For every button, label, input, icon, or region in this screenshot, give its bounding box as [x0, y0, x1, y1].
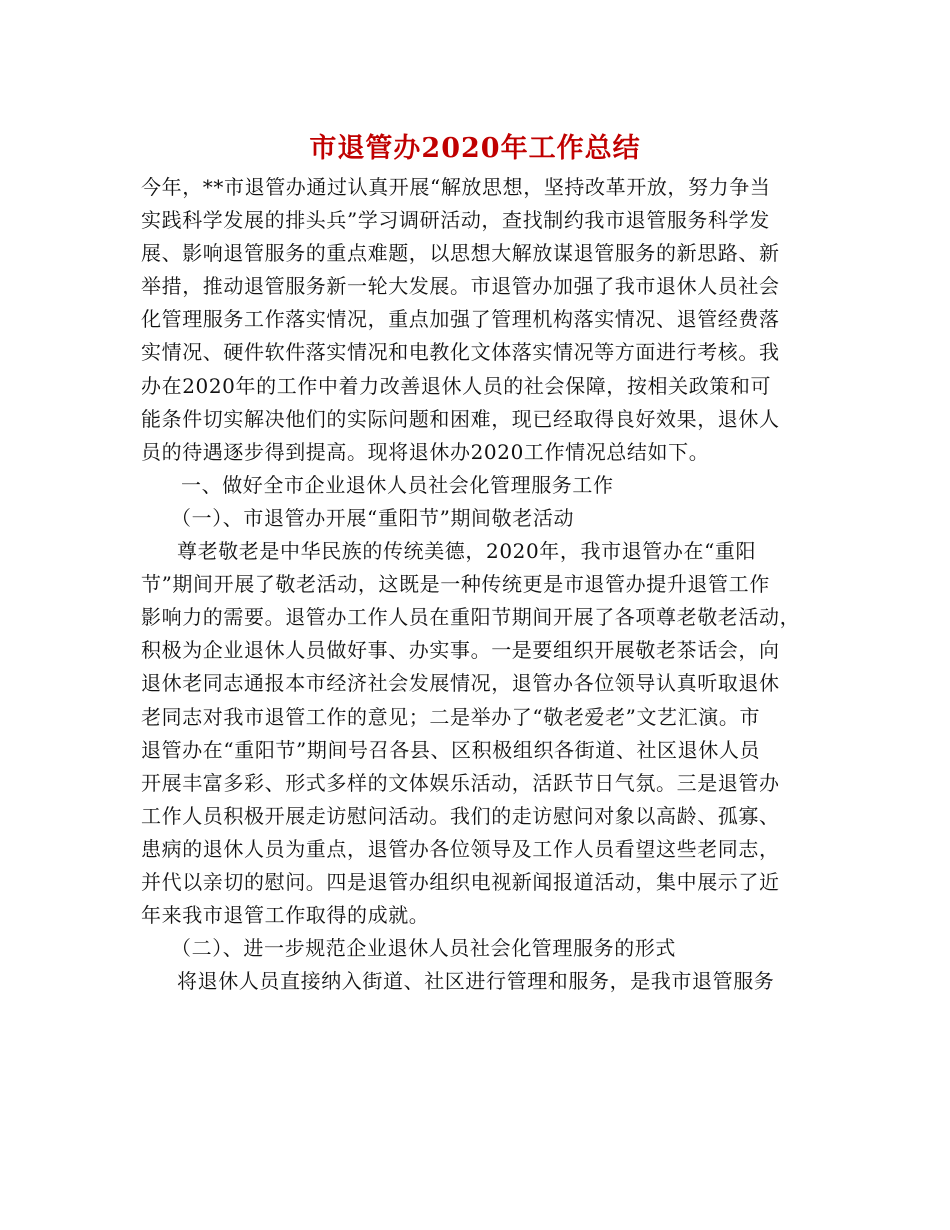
paragraph-line: 年来我市退管工作取得的成就。	[141, 903, 430, 928]
paragraph-line: 工作人员积极开展走访慰问活动。我们的走访慰问对象以高龄、孤寡、	[141, 803, 780, 828]
paragraph-line: 节”期间开展了敬老活动，这既是一种传统更是市退管办提升退管工作	[141, 572, 770, 597]
document-title: 市退管办2020年工作总结	[309, 133, 641, 164]
subsection-heading: （一）、市退管办开展“重阳节”期间敬老活动	[171, 505, 575, 530]
paragraph-line: 积极为企业退休人员做好事、办实事。一是要组织开展敬老茶话会，向	[141, 638, 780, 663]
document-body	[141, 171, 817, 998]
paragraph-line: 展、影响退管服务的重点难题，以思想大解放谋退管服务的新思路、新	[141, 241, 780, 266]
paragraph-line: 将退休人员直接纳入街道、社区进行管理和服务，是我市退管服务	[177, 969, 775, 994]
paragraph-line: 能条件切实解决他们的实际问题和困难，现已经取得良好效果，退休人	[141, 406, 780, 431]
paragraph-line: 退管办在“重阳节”期间号召各县、区积极组织各街道、社区退休人员	[141, 737, 761, 762]
paragraph-line: 举措，推动退管服务新一轮大发展。市退管办加强了我市退休人员社会	[141, 274, 780, 299]
paragraph-line: 今年，**市退管办通过认真开展“解放思想，坚持改革开放，努力争当	[141, 175, 771, 199]
subsection-heading: （二）、进一步规范企业退休人员社会化管理服务的形式	[171, 936, 676, 961]
paragraph-line: 员的待遇逐步得到提高。现将退休办2020工作情况总结如下。	[141, 439, 710, 464]
paragraph-line: 退休老同志通报本市经济社会发展情况，退管办各位领导认真听取退休	[141, 671, 780, 696]
paragraph-line: 患病的退休人员为重点，退管办各位领导及工作人员看望这些老同志，	[141, 836, 780, 861]
paragraph-line: 实情况、硬件软件落实情况和电教化文体落实情况等方面进行考核。我	[141, 340, 780, 365]
paragraph-line: 化管理服务工作落实情况，重点加强了管理机构落实情况、退管经费落	[141, 307, 780, 332]
paragraph-line: 实践科学发展的排头兵”学习调研活动，查找制约我市退管服务科学发	[141, 208, 770, 233]
paragraph-line: 并代以亲切的慰问。四是退管办组织电视新闻报道活动，集中展示了近	[141, 869, 780, 894]
paragraph-line: 办在2020年的工作中着力改善退休人员的社会保障，按相关政策和可	[141, 373, 772, 398]
paragraph-line: 影响力的需要。退管办工作人员在重阳节期间开展了各项尊老敬老活动，	[141, 605, 801, 630]
paragraph-line: 老同志对我市退管工作的意见；二是举办了“敬老爱老”文艺汇演。市	[141, 704, 761, 729]
paragraph-line: 开展丰富多彩、形式多样的文体娱乐活动，活跃节日气氛。三是退管办	[141, 770, 780, 795]
paragraph-line: 尊老敬老是中华民族的传统美德，2020年，我市退管办在“重阳	[177, 539, 757, 564]
section-heading: 一、做好全市企业退休人员社会化管理服务工作	[181, 472, 614, 497]
